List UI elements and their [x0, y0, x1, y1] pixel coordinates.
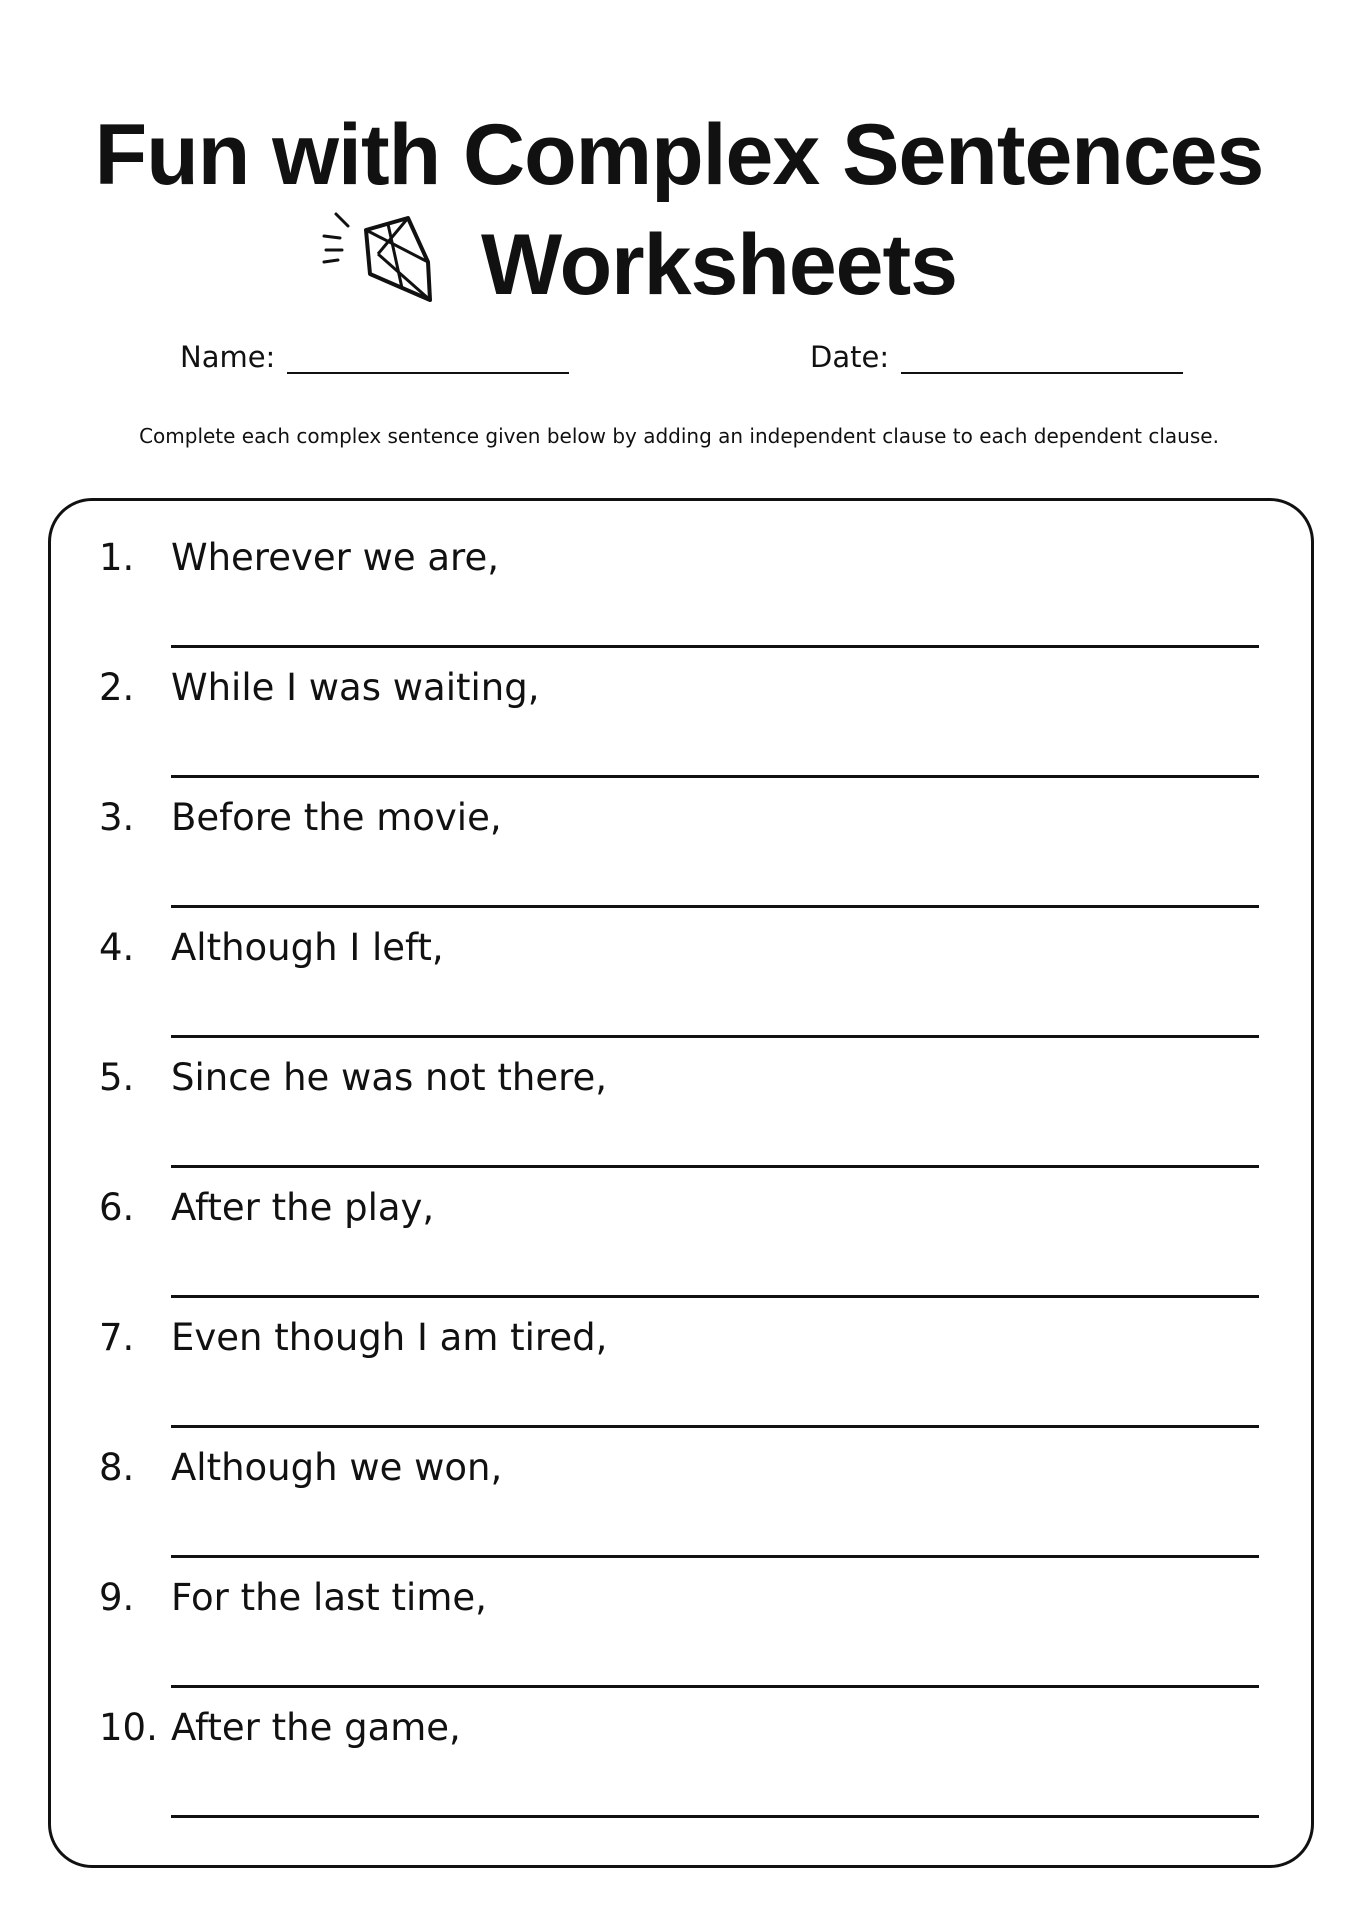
title-line-2: Worksheets	[481, 217, 957, 313]
item-prompt: Wherever we are,	[171, 536, 499, 579]
answer-line[interactable]	[171, 1815, 1259, 1818]
item-prompt: Even though I am tired,	[171, 1316, 608, 1359]
name-field[interactable]	[180, 340, 569, 374]
exercise-item	[51, 1021, 1311, 1151]
exercise-item	[51, 501, 1311, 631]
exercise-item	[51, 1541, 1311, 1671]
title-line-1: Fun with Complex Sentences	[94, 107, 1264, 203]
item-number: 5.	[99, 1056, 135, 1099]
exercise-item	[51, 891, 1311, 1021]
exercise-item	[51, 1281, 1311, 1411]
item-number: 3.	[99, 796, 135, 839]
date-field[interactable]	[810, 340, 1183, 374]
item-prompt: After the play,	[171, 1186, 435, 1229]
item-number: 9.	[99, 1576, 135, 1619]
item-number: 8.	[99, 1446, 135, 1489]
item-number: 1.	[99, 536, 135, 579]
exercise-item	[51, 1151, 1311, 1281]
exercise-item	[51, 1411, 1311, 1541]
date-label: Date:	[810, 340, 890, 374]
item-prompt: While I was waiting,	[171, 666, 540, 709]
exercise-item	[51, 631, 1311, 761]
item-number: 10.	[99, 1706, 158, 1749]
item-number: 6.	[99, 1186, 135, 1229]
item-prompt: Although I left,	[171, 926, 444, 969]
date-blank-line[interactable]	[901, 342, 1183, 374]
exercise-item	[51, 1671, 1311, 1801]
item-prompt: For the last time,	[171, 1576, 487, 1619]
item-prompt: Although we won,	[171, 1446, 503, 1489]
item-prompt: Before the movie,	[171, 796, 502, 839]
name-blank-line[interactable]	[287, 342, 569, 374]
item-number: 4.	[99, 926, 135, 969]
item-prompt: Since he was not there,	[171, 1056, 608, 1099]
item-prompt: After the game,	[171, 1706, 461, 1749]
exercise-box	[48, 498, 1314, 1868]
item-number: 7.	[99, 1316, 135, 1359]
name-label: Name:	[180, 340, 276, 374]
instructions: Complete each complex sentence given below by adding an independent clause to each dependent clause.	[139, 424, 1219, 448]
item-number: 2.	[99, 666, 135, 709]
exercise-item	[51, 761, 1311, 891]
